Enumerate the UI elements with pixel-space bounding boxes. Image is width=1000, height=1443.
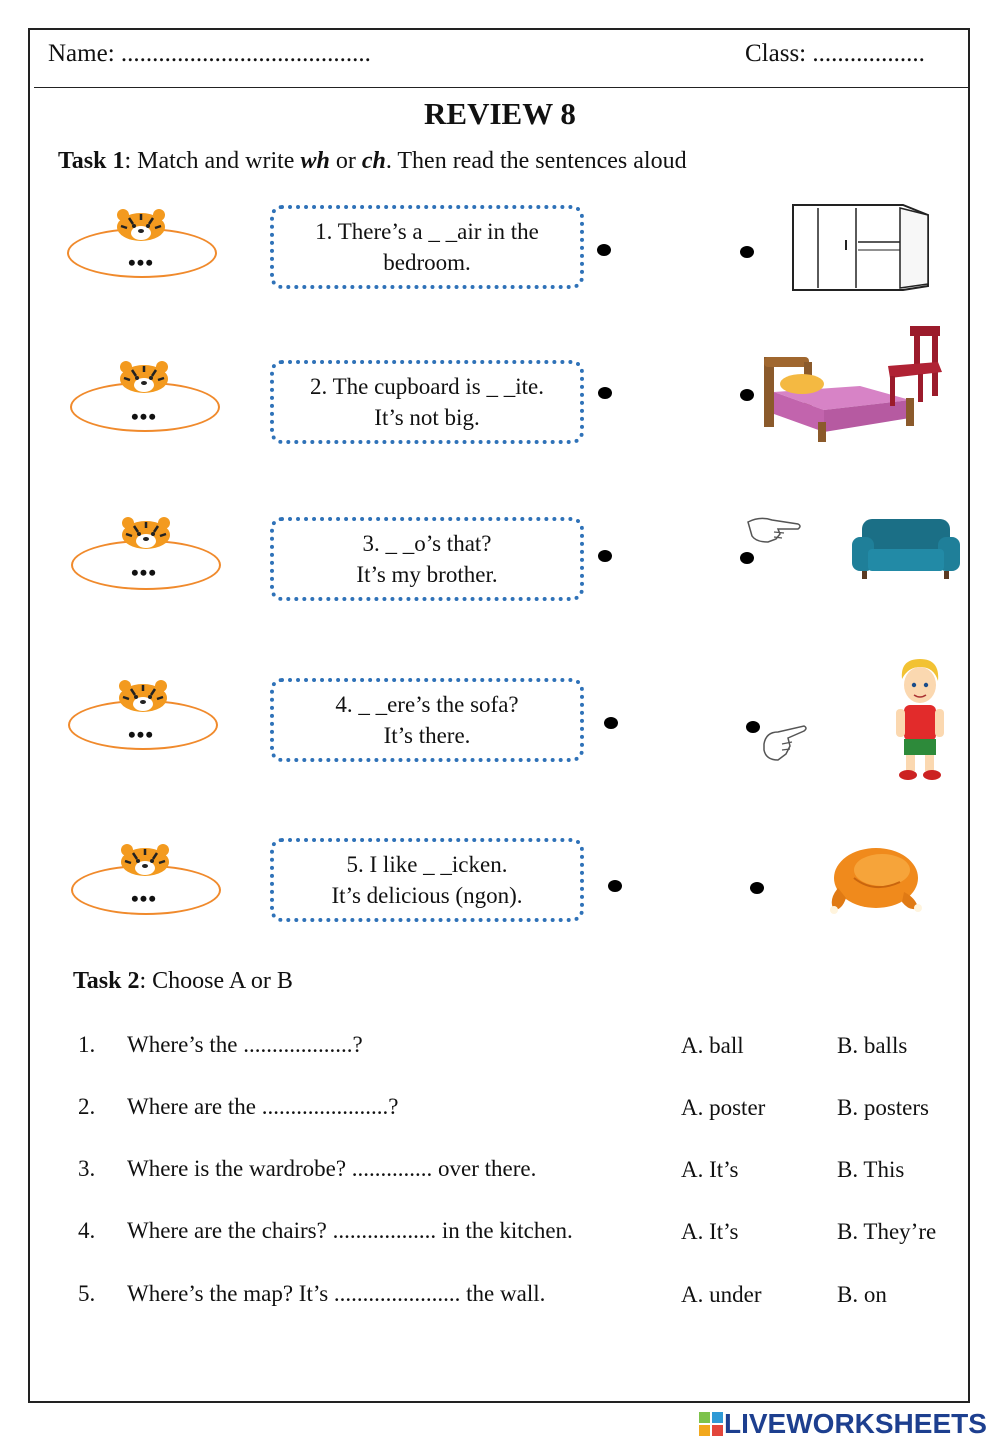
match-dot-left-1[interactable] <box>597 244 611 256</box>
option-b[interactable]: B. posters <box>837 1095 929 1120</box>
roast-chicken-picture <box>824 838 924 918</box>
sentence-line: It’s my brother. <box>356 562 498 587</box>
sentence-line: 5. I like _ _icken. <box>346 852 508 877</box>
tiger-icon <box>118 360 170 394</box>
sentence-line: It’s delicious (ngon). <box>331 883 523 908</box>
option-b[interactable]: B. They’re <box>837 1219 937 1244</box>
answer-placeholder: ••• <box>127 250 155 275</box>
sentence-line: It’s there. <box>383 723 471 748</box>
task1-label: Task 1 <box>58 148 125 174</box>
sentence-box-3 <box>270 517 584 601</box>
answer-placeholder: ••• <box>130 560 158 585</box>
task2-instruction <box>73 968 293 995</box>
question-text: Where’s the ...................? <box>127 1032 363 1057</box>
name-field-label[interactable]: Name: ........................................ <box>48 40 371 67</box>
sentence-box-2 <box>270 360 584 444</box>
match-dot-left-4[interactable] <box>604 717 618 729</box>
bed-and-chair-picture <box>760 322 946 444</box>
q-number: 4. <box>78 1218 96 1243</box>
option-a[interactable]: A. It’s <box>681 1219 739 1244</box>
sentence-line: It’s not big. <box>374 405 480 430</box>
option-a[interactable]: A. It’s <box>681 1157 739 1182</box>
q-number: 1. <box>78 1032 96 1057</box>
sentence-box-4 <box>270 678 584 762</box>
sentence-line: 1. There’s a _ _air in the <box>315 219 539 244</box>
tiger-icon <box>115 208 167 242</box>
match-dot-left-2[interactable] <box>598 387 612 399</box>
option-a[interactable]: A. poster <box>681 1095 766 1120</box>
question-text: Where are the ......................? <box>127 1094 399 1119</box>
match-dot-left-3[interactable] <box>598 550 612 562</box>
liveworksheets-logo[interactable] <box>698 1410 987 1438</box>
q-number: 2. <box>78 1094 96 1119</box>
sentence-box-1 <box>270 205 584 289</box>
option-a[interactable]: A. ball <box>681 1033 744 1058</box>
class-field-label[interactable]: Class: .................. <box>745 40 925 67</box>
option-a[interactable]: A. under <box>681 1282 762 1307</box>
sentence-box-5 <box>270 838 584 922</box>
match-dot-right-1[interactable] <box>740 246 754 258</box>
boy-picture <box>890 655 950 783</box>
sofa-picture <box>850 515 962 581</box>
question-text: Where is the wardrobe? .............. over there. <box>127 1156 537 1181</box>
match-dot-right-2[interactable] <box>740 389 754 401</box>
task1-text: : Match and write <box>124 148 301 174</box>
answer-placeholder: ••• <box>130 404 158 429</box>
cupboard-picture <box>788 200 933 292</box>
tiger-icon <box>117 679 169 713</box>
or-text: or <box>329 148 362 174</box>
question-text: Where’s the map? It’s ...................... the wall. <box>127 1281 546 1306</box>
tiger-icon <box>119 843 171 877</box>
logo-text: LIVEWORKSHEETS <box>724 1408 987 1439</box>
q-number: 5. <box>78 1281 96 1306</box>
logo-blocks-icon <box>698 1411 724 1437</box>
match-dot-right-5[interactable] <box>750 882 764 894</box>
wh-label: wh <box>300 148 330 174</box>
header-divider <box>34 87 968 88</box>
match-dot-right-4[interactable] <box>746 721 760 733</box>
sentence-line: 2. The cupboard is _ _ite. <box>310 374 544 399</box>
tiger-icon <box>120 516 172 550</box>
q-number: 3. <box>78 1156 96 1181</box>
task2-label: Task 2 <box>73 968 140 994</box>
task1-text-end: . Then read the sentences aloud <box>385 148 687 174</box>
option-b[interactable]: B. This <box>837 1157 905 1182</box>
question-text: Where are the chairs? .................. in the kitchen. <box>127 1218 573 1243</box>
pointing-hand-icon <box>760 722 810 766</box>
match-dot-right-3[interactable] <box>740 552 754 564</box>
sentence-line: 3. _ _o’s that? <box>362 531 492 556</box>
task1-instruction <box>58 148 687 175</box>
task2-text: : Choose A or B <box>139 968 293 994</box>
option-b[interactable]: B. on <box>837 1282 887 1307</box>
answer-placeholder: ••• <box>127 722 155 747</box>
pointing-hand-icon <box>744 512 804 550</box>
ch-label: ch <box>361 148 386 174</box>
option-b[interactable]: B. balls <box>837 1033 908 1058</box>
page-title: REVIEW 8 <box>424 96 576 131</box>
answer-placeholder: ••• <box>130 886 158 911</box>
sentence-line: 4. _ _ere’s the sofa? <box>335 692 519 717</box>
match-dot-left-5[interactable] <box>608 880 622 892</box>
sentence-line: bedroom. <box>383 250 471 275</box>
